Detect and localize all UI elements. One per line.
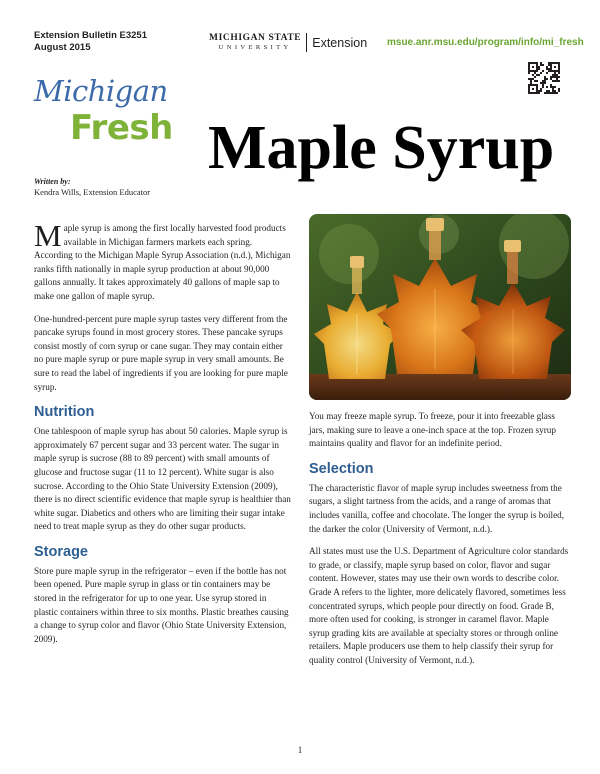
- selection-paragraph-1: The characteristic flavor of maple syrup includes sweetness from the sugars, a slight tartness from the acids, and a range of aromas that includes vanilla, coffee and chocolate. The longer the syrup is boiled, the darker the color (University of Vermont, n.d.).: [309, 482, 565, 534]
- written-by-label: Written by:: [34, 177, 71, 186]
- program-url-link[interactable]: msue.anr.msu.edu/program/info/mi_fresh: [387, 37, 584, 48]
- nutrition-heading: Nutrition: [34, 404, 95, 421]
- storage-heading: Storage: [34, 543, 88, 560]
- michigan-fresh-logo-fresh: Fresh: [70, 108, 173, 148]
- storage-paragraph-1: Store pure maple syrup in the refrigerator – even if the bottle has not been opened. Pure maple syrup in glass or tin containers may be stored in the refrigerator for up to one year. Use syrup stored in plastic containers within three to six months. Plastic breathes causing a change to syrup color and flavor (Ohio State University Extension, 2009).: [34, 565, 289, 644]
- intro-paragraph-2: One-hundred-percent pure maple syrup tastes very different from the pancake syrups found in most grocery stores. These pancake syrups consist mostly of corn syrup or cane sugar. They may contain either no pure maple syrup or pure maple syrup in very small amounts. Be sure to read the label of ingredients if you are looking for pure maple syrup.: [34, 313, 288, 392]
- bulletin-date: August 2015: [34, 42, 91, 53]
- drop-cap: M: [34, 218, 62, 253]
- page-title: Maple Syrup: [208, 114, 555, 182]
- msu-name-line1: MICHIGAN STATE: [209, 33, 302, 43]
- selection-paragraph-2: All states must use the U.S. Department of Agriculture color standards to grade, or classify, maple syrup based on color, flavor and sugar content. However, states may use their own words to describe color. Grade A refers to the lighter, more delicately flavored, sometimes less concentrated syrups, which people pour directly on food. Grade B, more often used for cooking, is stronger in caramel flavor. Maple syrup grading kits are available at specialty stores or through online retailers. Maple producers use them to help classify their syrup for quality control (University of Vermont, n.d.).: [309, 546, 569, 665]
- storage-paragraph-2: You may freeze maple syrup. To freeze, pour it into freezable glass jars, making sure to leave a one-inch space at the top. Frozen syrup maintains quality and flavor for an indefinite period.: [309, 411, 556, 449]
- right-column: [309, 410, 571, 677]
- msu-extension-label: Extension: [312, 35, 368, 50]
- nutrition-paragraph: One tablespoon of maple syrup has about 50 calories. Maple syrup is approximately 67 percent sugar and 33 percent water. The sugar in maple syrup is sucrose (88 to 89 percent) with small amounts of glucose and fructose sugar (11 to 12 percent). White sugar is also sucrose. According to the Ohio State University Extension (2009), there is no direct scientific evidence that maple syrup is healthier than white sugar. Diabetics and others who are limiting their sugar intake need to treat maple syrup as they do other sugar products.: [34, 426, 291, 532]
- michigan-fresh-logo-michigan: Michigan: [34, 74, 168, 108]
- intro-paragraph-1: [34, 218, 292, 304]
- selection-heading: Selection: [309, 460, 374, 477]
- bulletin-number: Extension Bulletin E3251: [34, 30, 147, 41]
- qr-code-icon[interactable]: [528, 62, 560, 94]
- left-column: [34, 218, 292, 655]
- bulletin-info: [34, 30, 147, 54]
- msu-extension-logo: [209, 33, 367, 52]
- msu-name-line2: UNIVERSITY: [218, 44, 292, 51]
- intro-paragraph-1-text: aple syrup is among the first locally harvested food products available in Michigan farmers markets each spring. According to the Michigan Maple Syrup Association (n.d.), Michigan ranks fifth nationally in maple syrup production at about 90,000 gallons annually. It takes approximately 40 gallons of maple sap to make one gallon of maple syrup.: [34, 223, 291, 301]
- page-number: 1: [297, 745, 303, 755]
- author-name: Kendra Wills, Extension Educator: [34, 187, 151, 197]
- maple-syrup-bottles-photo: [309, 214, 571, 400]
